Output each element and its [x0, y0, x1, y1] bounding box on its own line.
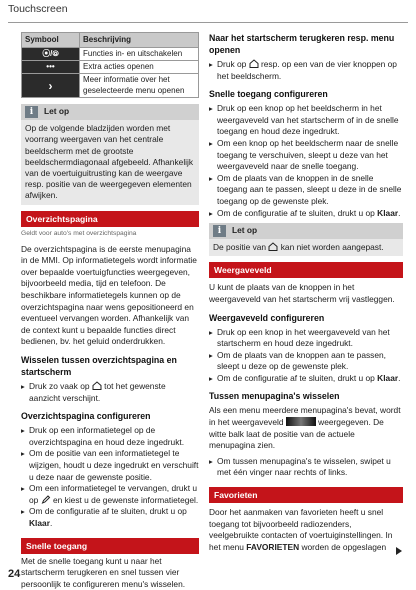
note-header — [209, 223, 403, 239]
list-item: ▸ Om tussen menupagina's te wisselen, swipet u met één vinger naar rechts of links. — [209, 456, 403, 479]
subheading-return-home: Naar het startscherm terugkeren resp. menu openen — [209, 33, 395, 55]
info-icon: i — [213, 225, 226, 237]
overview-intro: De overzichtspagina is de eerste menupagina in de MMI. Op informatietegels wordt informatie over bepaalde voertuigfuncties weergegeven, bijvoorbeeld media, tijd en telefoon. De beschikbare informatietegels kunnen op de overzichtspagina naar wens gepositioneerd en eventueel vervangen worden. Afhankelijk van de context kunt u bepaalde functies direct bedienen, bv. het geluid onderdrukken. — [21, 243, 197, 347]
home-icon — [249, 59, 259, 68]
subheading-display-config: Weergaveveld configureren — [209, 312, 325, 323]
list-item: ▸ Om de configuratie af te sluiten, drukt u op Klaar. — [21, 506, 199, 529]
home-icon — [92, 381, 102, 390]
list-item: ▸ Druk op een knop op het beeldscherm in het weergaveveld van het startscherm of in de snelle toegang en houd deze ingedrukt. — [209, 103, 403, 138]
symbol-description: Meer informatie over het geselecteerde menu openen — [80, 74, 199, 98]
subheading-config: Overzichtspagina configureren — [21, 411, 151, 422]
note-body: De positie van kan niet worden aangepast. — [213, 242, 384, 253]
favorites-text: Door het aanmaken van favorieten heeft u snel toegang tot bijvoorbeeld radiozenders, veelgebruikte contacten of voertuiginstellingen. In het menu FAVORIETEN worden de opgeslagen — [209, 507, 393, 552]
symbol-column-header: Symbool — [22, 33, 80, 48]
page-header: Touchscreen — [8, 3, 68, 15]
power-toggle-icon: ⦿/⦾ — [22, 47, 80, 60]
table-row — [22, 61, 199, 74]
pages-text: Als een menu meerdere menupagina's bevat, wordt in het weergaveveld weergegeven. De witte balk laat de positie van de actuele menupagina zien. — [209, 405, 401, 451]
list-item: ▸ Om de configuratie af te sluiten, drukt u op Klaar. — [209, 373, 403, 385]
page-number: 24 — [8, 568, 21, 580]
list-item: ▸ Om een informatietegel te vervangen, drukt u op en kiest u de gewenste informatietegel. — [21, 483, 199, 506]
left-column — [21, 32, 199, 590]
note-header — [21, 104, 199, 120]
table-row — [22, 74, 199, 98]
continue-arrow-icon — [396, 547, 402, 555]
section-heading-favorites: Favorieten — [209, 487, 403, 503]
section-heading-display-area: Weergaveveld — [209, 262, 403, 278]
note-box — [209, 223, 403, 256]
note-box — [21, 104, 199, 204]
header-divider — [8, 22, 408, 23]
info-icon: i — [25, 106, 38, 118]
subheading-menu-pages: Tussen menupagina's wisselen — [209, 391, 340, 402]
list-item: ▸ Druk zo vaak op tot het gewenste aanzicht verschijnt. — [21, 381, 199, 404]
right-column — [209, 32, 403, 557]
display-intro: U kunt de plaats van de knoppen in het weergaveveld van het startscherm vrij vastleggen. — [209, 282, 395, 304]
edit-pencil-icon — [41, 495, 51, 504]
subheading-quick-config: Snelle toegang configureren — [209, 89, 328, 100]
symbol-description: Extra acties openen — [80, 61, 199, 74]
symbol-table — [21, 32, 199, 98]
note-body: Op de volgende bladzijden worden met voorrang weergaven van het centrale beeldscherm met de grootste beeldschermdiagonaal afgebeeld. Afhankelijk van de voertuiguitrusting kan de weergave resp. positie van de weergegeven elementen afwijken. — [25, 123, 194, 201]
list-item: ▸ Om de plaats van de knoppen aan te passen, sleept u deze op de gewenste plek. — [209, 350, 403, 373]
description-column-header: Beschrijving — [80, 33, 199, 48]
note-title: Let op — [232, 225, 258, 236]
list-item: ▸ Om de positie van een informatietegel te wijzigen, houdt u deze ingedrukt en verschuift u deze naar de gewenste positie. — [21, 448, 199, 483]
list-item: ▸ Om een knop op het beeldscherm naar de snelle toegang te verschuiven, sleept u deze van het weergaveveld naar de snelle toegang. — [209, 138, 403, 173]
more-dots-icon: ••• — [22, 61, 80, 74]
table-row — [22, 47, 199, 60]
list-item: ▸ Om de plaats van de knoppen in de snelle toegang aan te passen, sleept u deze in de snelle toegang op de gewenste plek. — [209, 173, 403, 208]
chevron-right-icon: › — [22, 74, 80, 98]
section-heading-quick-access: Snelle toegang — [21, 538, 199, 554]
list-item: ▸ Om de configuratie af te sluiten, drukt u op Klaar. — [209, 208, 403, 220]
list-item: ▸ Druk op een informatietegel op de overzichtspagina en houd deze ingedrukt. — [21, 425, 199, 448]
quick-intro: Met de snelle toegang kunt u naar het startscherm terugkeren en snel tussen vier persoonlijk te configureren menu's wisselen. — [21, 555, 186, 589]
subheading-switch: Wisselen tussen overzichtspagina en startscherm — [21, 354, 177, 377]
note-title: Let op — [44, 106, 70, 117]
home-icon — [268, 242, 278, 251]
list-item: ▸ Druk op resp. op een van de vier knoppen op het beeldscherm. — [209, 59, 403, 82]
section-caption: Geldt voor auto's met overzichtspagina — [21, 229, 137, 237]
page-indicator-icon — [286, 417, 316, 426]
list-item: ▸ Druk op een knop in het weergaveveld van het startscherm en houd deze ingedrukt. — [209, 327, 403, 350]
section-heading-overview: Overzichtspagina — [21, 211, 199, 227]
symbol-description: Functies in- en uitschakelen — [80, 47, 199, 60]
